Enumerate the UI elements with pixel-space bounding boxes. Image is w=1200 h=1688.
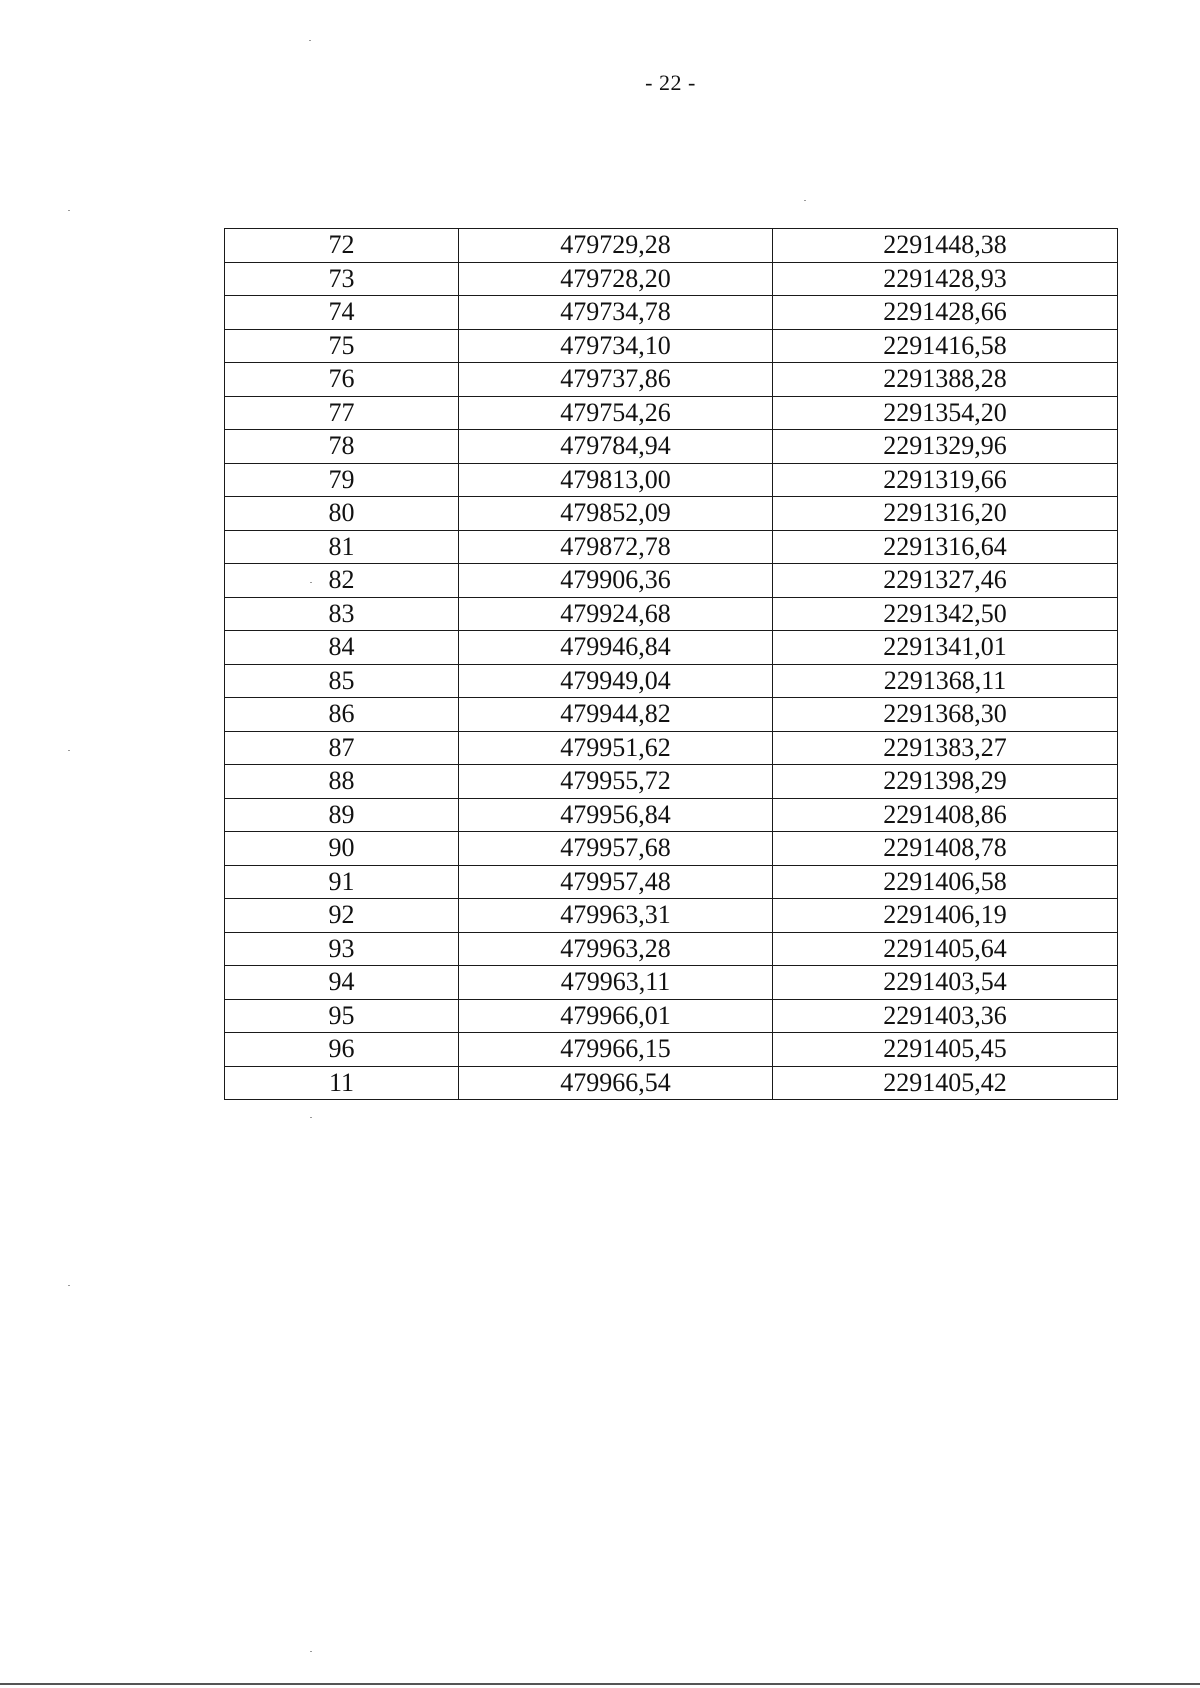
x-coordinate-cell: 479955,72 [459,765,773,799]
table-row [225,396,1118,430]
table-row [225,698,1118,732]
y-coordinate-cell: 2291316,20 [773,497,1118,531]
point-number-cell: 92 [225,899,459,933]
point-number-cell: 94 [225,966,459,1000]
y-coordinate-cell: 2291368,30 [773,698,1118,732]
point-number-cell: 80 [225,497,459,531]
x-coordinate-cell: 479963,11 [459,966,773,1000]
x-coordinate-cell: 479949,04 [459,664,773,698]
x-coordinate-cell: 479957,68 [459,832,773,866]
y-coordinate-cell: 2291388,28 [773,363,1118,397]
point-number-cell: 83 [225,597,459,631]
x-coordinate-cell: 479734,78 [459,296,773,330]
table-row [225,798,1118,832]
point-number-cell: 82 [225,564,459,598]
y-coordinate-cell: 2291316,64 [773,530,1118,564]
x-coordinate-cell: 479813,00 [459,463,773,497]
table-row [225,229,1118,263]
point-number-cell: 77 [225,396,459,430]
x-coordinate-cell: 479754,26 [459,396,773,430]
point-number-cell: 85 [225,664,459,698]
x-coordinate-cell: 479966,01 [459,999,773,1033]
point-number-cell: 89 [225,798,459,832]
point-number-cell: 88 [225,765,459,799]
y-coordinate-cell: 2291354,20 [773,396,1118,430]
scan-speck [68,750,70,751]
y-coordinate-cell: 2291428,93 [773,262,1118,296]
scan-speck [804,200,806,201]
x-coordinate-cell: 479966,54 [459,1066,773,1100]
x-coordinate-cell: 479784,94 [459,430,773,464]
y-coordinate-cell: 2291448,38 [773,229,1118,263]
point-number-cell: 96 [225,1033,459,1067]
table-row [225,530,1118,564]
table-row [225,832,1118,866]
x-coordinate-cell: 479951,62 [459,731,773,765]
table-row [225,865,1118,899]
table-row [225,329,1118,363]
y-coordinate-cell: 2291319,66 [773,463,1118,497]
table-row [225,664,1118,698]
scan-speck [309,40,311,41]
point-number-cell: 72 [225,229,459,263]
table-row [225,631,1118,665]
y-coordinate-cell: 2291408,86 [773,798,1118,832]
point-number-cell: 95 [225,999,459,1033]
x-coordinate-cell: 479872,78 [459,530,773,564]
y-coordinate-cell: 2291408,78 [773,832,1118,866]
x-coordinate-cell: 479946,84 [459,631,773,665]
scan-bottom-edge [0,1683,1200,1685]
x-coordinate-cell: 479957,48 [459,865,773,899]
scan-speck [68,1285,70,1286]
table-row [225,765,1118,799]
x-coordinate-cell: 479906,36 [459,564,773,598]
y-coordinate-cell: 2291403,36 [773,999,1118,1033]
y-coordinate-cell: 2291368,11 [773,664,1118,698]
table-row [225,966,1118,1000]
y-coordinate-cell: 2291406,19 [773,899,1118,933]
table-row [225,296,1118,330]
y-coordinate-cell: 2291341,01 [773,631,1118,665]
point-number-cell: 84 [225,631,459,665]
x-coordinate-cell: 479963,31 [459,899,773,933]
x-coordinate-cell: 479737,86 [459,363,773,397]
point-number-cell: 73 [225,262,459,296]
y-coordinate-cell: 2291342,50 [773,597,1118,631]
x-coordinate-cell: 479729,28 [459,229,773,263]
point-number-cell: 78 [225,430,459,464]
x-coordinate-cell: 479956,84 [459,798,773,832]
point-number-cell: 93 [225,932,459,966]
table-row [225,430,1118,464]
y-coordinate-cell: 2291327,46 [773,564,1118,598]
y-coordinate-cell: 2291406,58 [773,865,1118,899]
x-coordinate-cell: 479728,20 [459,262,773,296]
table-row [225,1033,1118,1067]
table-row [225,1066,1118,1100]
table-row [225,564,1118,598]
scan-speck [310,1117,312,1118]
table-row [225,899,1118,933]
coordinates-table [224,228,1118,1100]
table-row [225,999,1118,1033]
point-number-cell: 74 [225,296,459,330]
table-row [225,597,1118,631]
y-coordinate-cell: 2291405,64 [773,932,1118,966]
y-coordinate-cell: 2291428,66 [773,296,1118,330]
table-row [225,463,1118,497]
x-coordinate-cell: 479944,82 [459,698,773,732]
y-coordinate-cell: 2291398,29 [773,765,1118,799]
scan-speck [310,582,312,583]
table-row [225,932,1118,966]
y-coordinate-cell: 2291403,54 [773,966,1118,1000]
y-coordinate-cell: 2291416,58 [773,329,1118,363]
scan-speck [68,210,70,211]
scan-speck [310,1651,312,1652]
point-number-cell: 75 [225,329,459,363]
point-number-cell: 79 [225,463,459,497]
point-number-cell: 11 [225,1066,459,1100]
x-coordinate-cell: 479852,09 [459,497,773,531]
point-number-cell: 91 [225,865,459,899]
table-row [225,262,1118,296]
y-coordinate-cell: 2291329,96 [773,430,1118,464]
x-coordinate-cell: 479963,28 [459,932,773,966]
page-number: - 22 - [645,70,696,95]
point-number-cell: 86 [225,698,459,732]
point-number-cell: 76 [225,363,459,397]
y-coordinate-cell: 2291383,27 [773,731,1118,765]
x-coordinate-cell: 479734,10 [459,329,773,363]
y-coordinate-cell: 2291405,42 [773,1066,1118,1100]
point-number-cell: 81 [225,530,459,564]
table-row [225,497,1118,531]
x-coordinate-cell: 479924,68 [459,597,773,631]
point-number-cell: 90 [225,832,459,866]
coordinates-table-body [225,229,1118,1100]
table-row [225,731,1118,765]
table-row [225,363,1118,397]
point-number-cell: 87 [225,731,459,765]
y-coordinate-cell: 2291405,45 [773,1033,1118,1067]
x-coordinate-cell: 479966,15 [459,1033,773,1067]
